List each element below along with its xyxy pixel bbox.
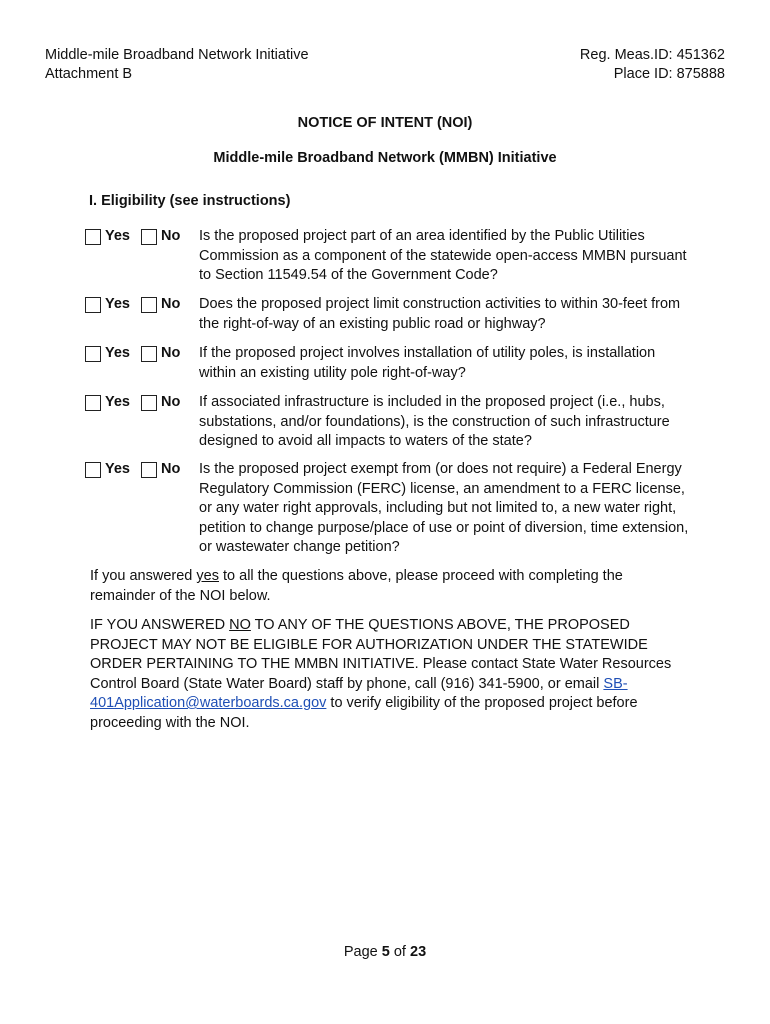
para1-emphasis: yes: [196, 568, 219, 584]
of-word: of: [389, 944, 410, 960]
question-text: If associated infrastructure is included in the proposed project (i.e., hubs, substations, and/or foundations), is the construction of such infrastructure designed to avoid all impacts to waters of the state?: [199, 394, 670, 449]
header-right: [580, 46, 725, 84]
page-number: [0, 944, 770, 960]
no-checkbox[interactable]: [141, 346, 157, 362]
yes-label: Yes: [105, 296, 130, 312]
yes-no-group: [85, 227, 180, 247]
yes-label: Yes: [105, 394, 130, 410]
para1-text-end: to all the questions above, please proceed with completing the remainder of the NOI below.: [90, 568, 623, 604]
header-left: [45, 46, 309, 84]
yes-label: Yes: [105, 345, 130, 361]
para1-text-start: If you answered: [90, 568, 197, 584]
no-checkbox[interactable]: [141, 297, 157, 313]
para2-text-start: IF YOU ANSWERED: [90, 617, 230, 633]
no-label: No: [161, 228, 181, 244]
yes-no-group: [85, 344, 180, 364]
page-word: Page: [343, 944, 382, 960]
yes-no-group: [85, 295, 180, 315]
eligibility-question-3: [85, 344, 695, 383]
yes-checkbox[interactable]: [85, 297, 101, 313]
current-page: 5: [381, 944, 390, 960]
no-label: No: [161, 394, 181, 410]
eligibility-question-4: [85, 393, 695, 452]
eligibility-question-1: [85, 227, 695, 286]
no-label: No: [161, 461, 181, 477]
header-place-id: Place ID: 875888: [613, 66, 725, 82]
question-text: Does the proposed project limit construction activities to within 30-feet from the right-of-way of an existing public road or highway?: [199, 296, 681, 332]
section-heading: I. Eligibility (see instructions): [89, 193, 291, 209]
eligibility-question-2: [85, 295, 695, 334]
yes-no-group: [85, 393, 180, 413]
page-subtitle: Middle-mile Broadband Network (MMBN) Initiative: [213, 150, 557, 166]
no-checkbox[interactable]: [141, 462, 157, 478]
total-pages: 23: [410, 944, 427, 960]
no-label: No: [161, 345, 181, 361]
header-attachment: Attachment B: [45, 66, 133, 82]
yes-no-group: [85, 460, 180, 480]
header-reg-meas-id: Reg. Meas.ID: 451362: [579, 47, 725, 63]
yes-checkbox[interactable]: [85, 346, 101, 362]
page-title: NOTICE OF INTENT (NOI): [297, 115, 473, 131]
no-checkbox[interactable]: [141, 395, 157, 411]
instruction-paragraph-yes: [90, 567, 690, 606]
no-checkbox[interactable]: [141, 229, 157, 245]
question-text: Is the proposed project exempt from (or does not require) a Federal Energy Regulatory Commission (FERC) license, an amendment to a FERC license, or any water right approvals, including but not limited to, a new water right, petition to change purpose/place of use or point of diversion, time extension, or wastewater change petition?: [199, 461, 689, 555]
yes-label: Yes: [105, 228, 130, 244]
question-text: If the proposed project involves installation of utility poles, is installation within an existing utility pole right-of-way?: [199, 345, 656, 381]
yes-label: Yes: [105, 461, 130, 477]
yes-checkbox[interactable]: [85, 462, 101, 478]
eligibility-question-5: [85, 460, 695, 558]
para2-text-end: to verify eligibility of the proposed project before proceeding with the NOI.: [90, 695, 638, 731]
header-program-name: Middle-mile Broadband Network Initiative: [45, 47, 309, 63]
question-text: Is the proposed project part of an area identified by the Public Utilities Commission as a component of the statewide open-access MMBN pursuant to Section 11549.54 of the Government Code?: [199, 228, 687, 283]
yes-checkbox[interactable]: [85, 395, 101, 411]
no-label: No: [161, 296, 181, 312]
contact-email-link[interactable]: SB-401Application@waterboards.ca.gov: [90, 675, 628, 711]
yes-checkbox[interactable]: [85, 229, 101, 245]
para2-emphasis: NO: [229, 617, 251, 633]
para2-text-middle: TO ANY OF THE QUESTIONS ABOVE, THE PROPOSED PROJECT MAY NOT BE ELIGIBLE FOR AUTHORIZATION UNDER THE STATEWIDE ORDER PERTAINING TO THE MMBN INITIATIVE. Please contact State Water Resources Control Board (State Water Board) staff by phone, call (916) 341-5900, or email: [90, 617, 672, 692]
instruction-paragraph-no: [90, 616, 690, 733]
